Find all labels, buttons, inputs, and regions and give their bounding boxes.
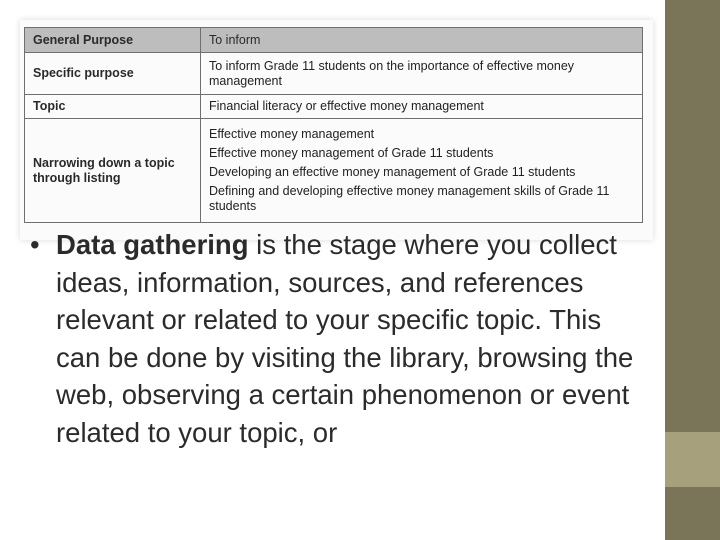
list-item: Developing an effective money management of Grade 11 students: [209, 165, 576, 179]
row-value-specific-purpose: To inform Grade 11 students on the importance of effective money management: [201, 53, 643, 95]
bullet-paragraph: [30, 226, 640, 451]
table-row: [25, 95, 643, 119]
row-value-narrowing-list: [201, 119, 643, 223]
list-item: Effective money management: [209, 127, 375, 141]
row-label-narrowing: Narrowing down a topic through listing: [25, 119, 201, 223]
row-label-topic: Topic: [25, 95, 201, 119]
row-label-specific-purpose: Specific purpose: [25, 53, 201, 95]
row-value-topic: Financial literacy or effective money management: [201, 95, 643, 119]
table-row: [25, 119, 643, 223]
bullet-body: is the stage where you collect ideas, information, sources, and references relevant or related to your specific topic. This can be done by visiting the library, browsing the web, observing a certain phenomenon or event related to your topic, or: [56, 229, 634, 448]
header-value-cell: To inform: [201, 28, 643, 53]
purpose-topic-table: [24, 27, 643, 223]
bullet-text-block: [30, 226, 640, 451]
table-header-row: [25, 28, 643, 53]
slide-sidebar-accent: [665, 432, 720, 487]
list-item: Effective money management of Grade 11 students: [209, 146, 494, 160]
table-row: [25, 53, 643, 95]
bullet-term: Data gathering: [56, 229, 249, 260]
bullet-marker: •: [30, 229, 40, 260]
header-label-cell: General Purpose: [25, 28, 201, 53]
list-item: Defining and developing effective money management skills of Grade 11 students: [209, 184, 610, 213]
